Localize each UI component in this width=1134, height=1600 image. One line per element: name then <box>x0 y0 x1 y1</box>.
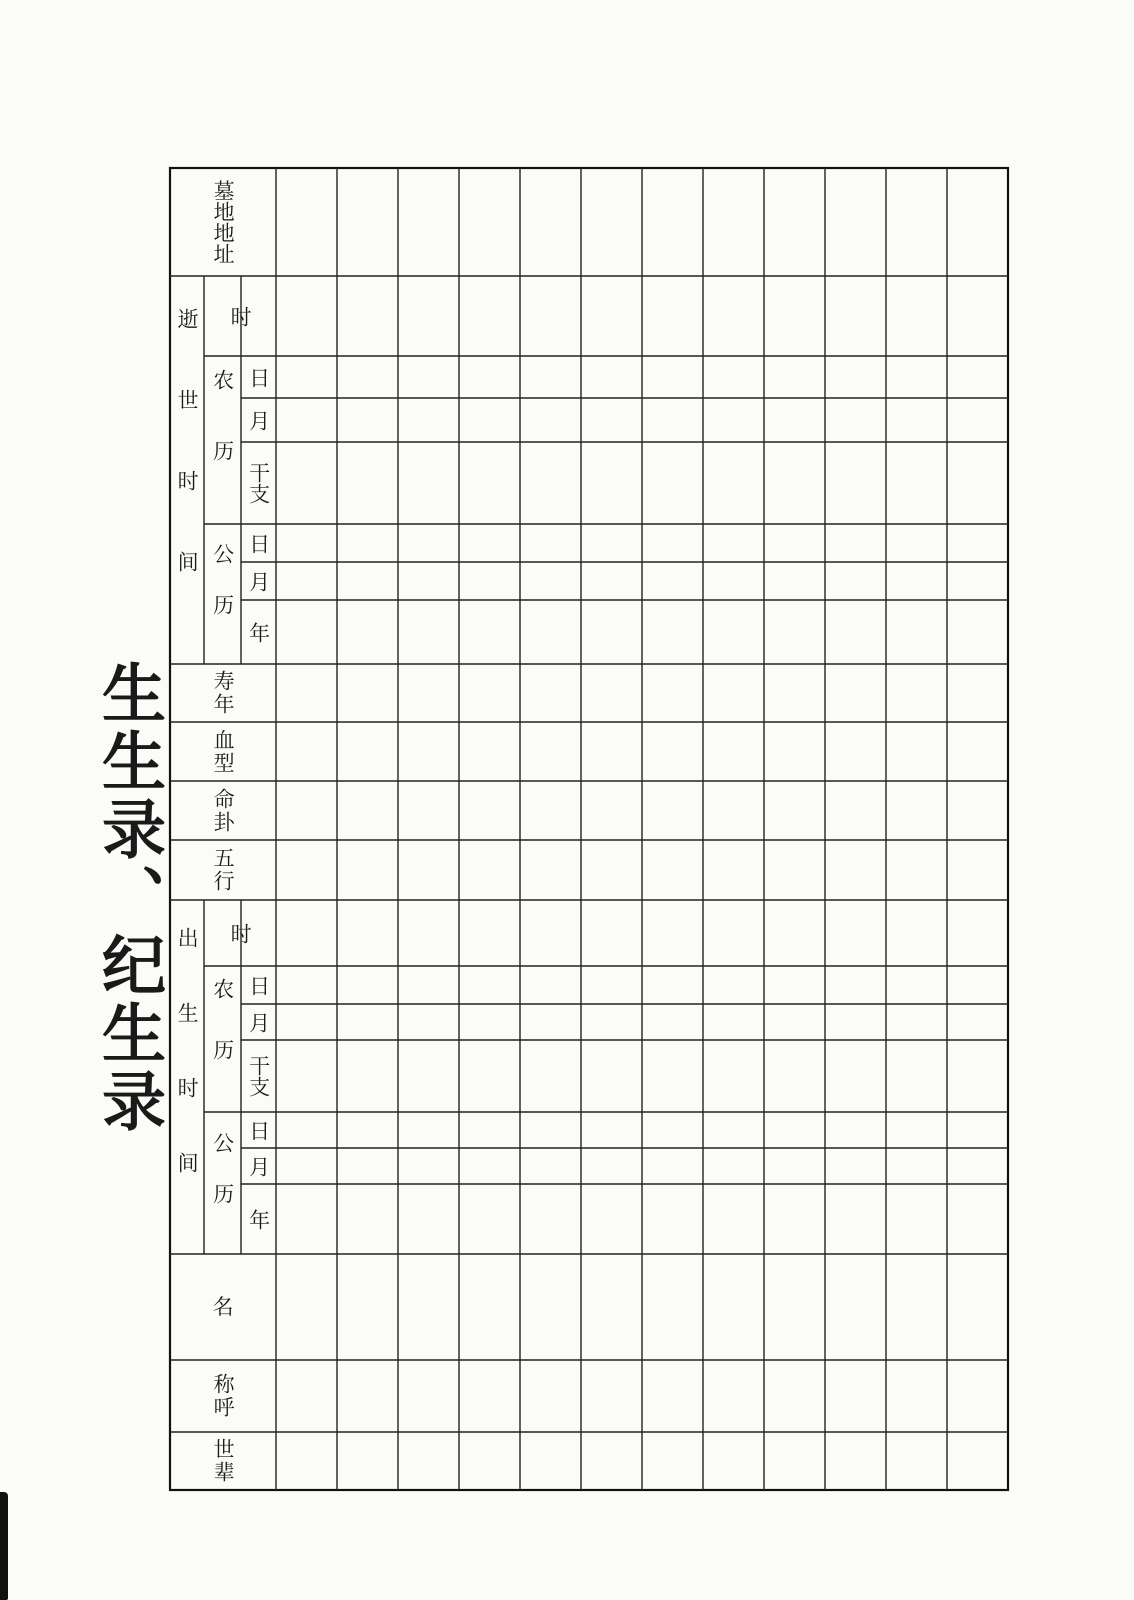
birth-lunar-day-header: 日 <box>246 974 271 996</box>
death-solar-day-header: 日 <box>246 532 271 554</box>
grave-address-header: 墓地地址 <box>211 180 236 264</box>
generation-header: 世辈 <box>211 1438 236 1484</box>
table-row <box>703 168 764 1490</box>
death-hour-header: 时 <box>228 305 253 327</box>
birth-lunar-ganzhi-header: 干支 <box>246 1055 271 1097</box>
death-solar-year-header: 年 <box>246 621 271 643</box>
birth-solar-month-header: 月 <box>246 1155 271 1177</box>
table-row <box>459 168 520 1490</box>
birth-hour-header: 时 <box>228 922 253 944</box>
death-lunar-day-header: 日 <box>246 366 271 388</box>
table-row <box>398 168 459 1490</box>
birth-time-header: 出生时间 <box>175 927 200 1227</box>
birth-solar-year-header: 年 <box>246 1208 271 1230</box>
table-row <box>581 168 642 1490</box>
table-row <box>276 168 337 1490</box>
birth-solar-header: 公历 <box>210 1132 235 1234</box>
death-lunar-month-header: 月 <box>246 409 271 431</box>
name-header: 名 <box>212 1294 234 1319</box>
blood-type-header: 血型 <box>211 728 236 775</box>
table-row <box>337 168 398 1490</box>
table-row <box>520 168 581 1490</box>
table-row <box>825 168 886 1490</box>
five-elements-header: 五行 <box>211 847 236 893</box>
table-row <box>886 168 947 1490</box>
death-time-header: 逝世时间 <box>175 308 200 632</box>
page-title: 生生录、纪生录 <box>91 660 165 1136</box>
death-lunar-ganzhi-header: 干支 <box>246 462 271 504</box>
table-row <box>764 168 825 1490</box>
death-solar-header: 公历 <box>210 543 235 645</box>
address-as-header: 称呼 <box>211 1373 236 1419</box>
birth-lunar-header: 农历 <box>210 978 235 1100</box>
lifespan-header: 寿年 <box>211 670 236 716</box>
death-solar-month-header: 月 <box>246 570 271 592</box>
scan-edge-mark <box>0 1492 8 1600</box>
birth-solar-day-header: 日 <box>246 1119 271 1141</box>
fate-trigram-header: 命卦 <box>211 787 236 834</box>
birth-lunar-month-header: 月 <box>246 1011 271 1033</box>
table-row <box>642 168 703 1490</box>
death-lunar-header: 农历 <box>210 369 235 511</box>
table-row <box>947 168 1008 1490</box>
